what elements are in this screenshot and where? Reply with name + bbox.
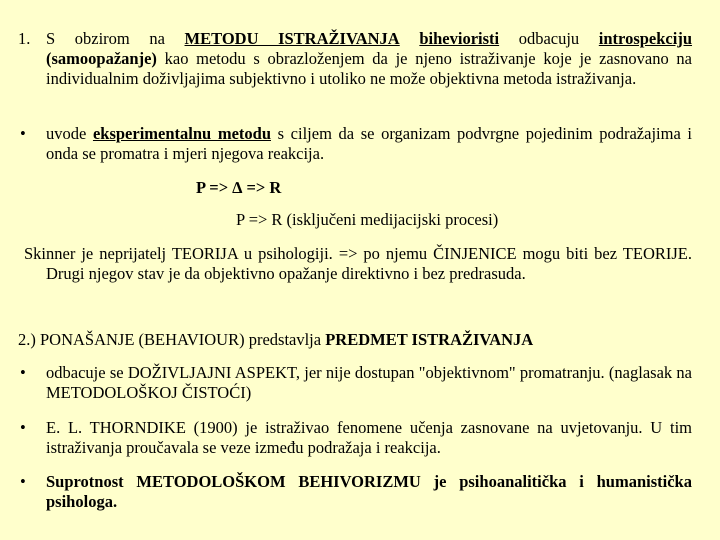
item-1-bold-introspection: introspekciju [598,29,693,48]
section-2-bold: PREDMET ISTRAŽIVANJA [325,330,534,349]
item-1-part [400,29,420,48]
bullet-icon: • [20,418,26,437]
item-1-part: S obzirom na [46,29,185,48]
section-2-part: 2.) PONAŠANJE (BEHAVIOUR) predstavlja [18,330,326,349]
item-1-bold-behaviorists: bihevioristi [419,29,500,48]
item-2-text [46,124,692,164]
item-1-part: kao metodu s obrazloženjem da je njeno istraživanje koje je zasnovano na individualnim doživljajima subjektivno i utoliko ne može objektivna metoda istraživanja. [46,49,692,88]
item-2-part: uvode [46,124,93,143]
bullet-icon: • [20,472,26,491]
item-2-part: s ciljem da se organizam podvrgne pojedinim podražajima i onda se promatra i mjeri njegova reakcija. [46,124,692,163]
item-1-bold-self-observation: (samoopažanje) [46,49,157,68]
item-1-bold-method: METODU ISTRAŽIVANJA [184,29,400,48]
bullet-text: Suprotnost METODOLOŠKOM BEHIVORIZMU je psihoanalitička i humanistička psihologa. [46,472,692,511]
section-2-title [18,330,692,350]
item-2-bold-experimental-method: eksperimentalnu metodu [92,124,271,143]
item-1-number: 1. [18,29,31,48]
bullet-text: odbacuje se DOŽIVLJAJNI ASPEKT, jer nije dostupan "objektivnom" promatranju. (naglasak na METODOLOŠKOJ ČISTOĆI) [46,363,692,402]
formula-1: P => ∆ => R [196,178,282,197]
bullet-text: E. L. THORNDIKE (1900) je istraživao fenomene učenja zasnovane na uvjetovanju. U tim istraživanja proučavala se veze između podražaja i reakcija. [46,418,692,457]
bullet-icon: • [20,124,26,143]
bullet-icon: • [20,363,26,382]
formula-2: P => R (isključeni medijacijski procesi) [236,210,499,229]
item-1-text [46,29,692,89]
item-1-part: odbacuju [499,29,599,48]
skinner-text: Skinner je neprijatelj TEORIJA u psihologiji. => po njemu ČINJENICE mogu biti bez TEORIJE. Drugi njegov stav je da objektivno opažanje direktivno i bez predrasuda. [24,244,692,283]
